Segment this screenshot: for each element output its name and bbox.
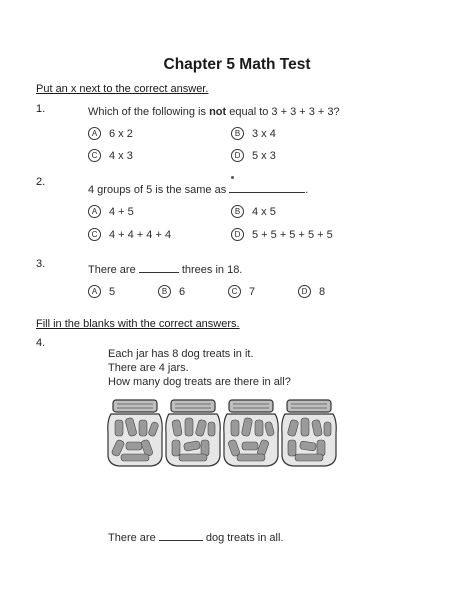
option-text: 6 x 2	[109, 127, 133, 140]
question-4-answer-sentence	[108, 530, 283, 544]
question-1-text-pre: Which of the following is	[88, 106, 210, 118]
q3-option-c[interactable]	[228, 285, 255, 298]
q2-option-c[interactable]	[88, 228, 171, 241]
option-letter-circle: A	[88, 285, 101, 298]
option-text: 7	[249, 285, 256, 298]
question-2-text-pre: 4 groups of 5 is the same as	[88, 184, 227, 196]
option-text: 5	[109, 285, 116, 298]
option-letter-circle: A	[88, 205, 101, 218]
question-3-number: 3.	[36, 258, 46, 270]
q3-option-b[interactable]	[158, 285, 185, 298]
option-letter-circle: D	[231, 228, 244, 241]
question-1-number: 1.	[36, 103, 46, 115]
answer-blank[interactable]	[139, 262, 179, 273]
question-2-text-post: .	[305, 184, 309, 196]
option-text: 6	[179, 285, 186, 298]
q3-option-d[interactable]	[298, 285, 325, 298]
question-3-text	[88, 262, 242, 276]
dog-treat-jar-illustration	[105, 398, 165, 468]
question-3-text-pre: There are	[88, 264, 136, 276]
q1-option-b[interactable]	[231, 127, 276, 140]
q1-option-d[interactable]	[231, 149, 276, 162]
question-4-line-3: How many dog treats are there in all?	[108, 376, 291, 388]
option-text: 5 x 3	[252, 149, 276, 162]
dog-treat-jar-illustration	[163, 398, 223, 468]
question-3-text-post: threes in 18.	[181, 264, 243, 276]
option-letter-circle: D	[298, 285, 311, 298]
answer-blank[interactable]	[159, 530, 203, 541]
section-multiple-choice-heading: Put an x next to the correct answer.	[36, 83, 209, 95]
question-2-text	[88, 182, 308, 196]
option-letter-circle: C	[88, 228, 101, 241]
option-text: 5 + 5 + 5 + 5 + 5	[252, 228, 333, 241]
q2-option-d[interactable]	[231, 228, 333, 241]
question-4-number: 4.	[36, 337, 46, 349]
option-text: 4 + 5	[109, 205, 134, 218]
section-fill-in-heading: Fill in the blanks with the correct answers.	[36, 318, 240, 330]
option-letter-circle: C	[88, 149, 101, 162]
option-text: 4 x 5	[252, 205, 276, 218]
q2-option-b[interactable]	[231, 205, 276, 218]
option-letter-circle: B	[231, 205, 244, 218]
option-letter-circle: D	[231, 149, 244, 162]
option-text: 8	[319, 285, 326, 298]
option-text: 3 x 4	[252, 127, 276, 140]
question-2-number: 2.	[36, 176, 46, 188]
question-4-line-1: Each jar has 8 dog treats in it.	[108, 348, 254, 360]
question-4-line-2: There are 4 jars.	[108, 362, 189, 374]
answer-blank[interactable]	[229, 182, 305, 193]
q3-option-a[interactable]	[88, 285, 115, 298]
dog-treat-jar-illustration	[279, 398, 339, 468]
option-text: 4 + 4 + 4 + 4	[109, 228, 172, 241]
option-letter-circle: B	[231, 127, 244, 140]
question-1-text	[88, 106, 340, 118]
q1-option-a[interactable]	[88, 127, 133, 140]
q2-option-a[interactable]	[88, 205, 134, 218]
option-letter-circle: C	[228, 285, 241, 298]
question-1-text-post: equal to 3 + 3 + 3 + 3?	[226, 106, 340, 118]
option-letter-circle: B	[158, 285, 171, 298]
option-letter-circle: A	[88, 127, 101, 140]
q1-option-c[interactable]	[88, 149, 133, 162]
answer-text-pre: There are	[108, 532, 156, 544]
answer-text-post: dog treats in all.	[205, 532, 284, 544]
question-1-text-bold: not	[209, 106, 227, 118]
stray-mark	[231, 176, 234, 179]
option-text: 4 x 3	[109, 149, 133, 162]
page-title: Chapter 5 Math Test	[163, 56, 311, 73]
dog-treat-jar-illustration	[221, 398, 281, 468]
